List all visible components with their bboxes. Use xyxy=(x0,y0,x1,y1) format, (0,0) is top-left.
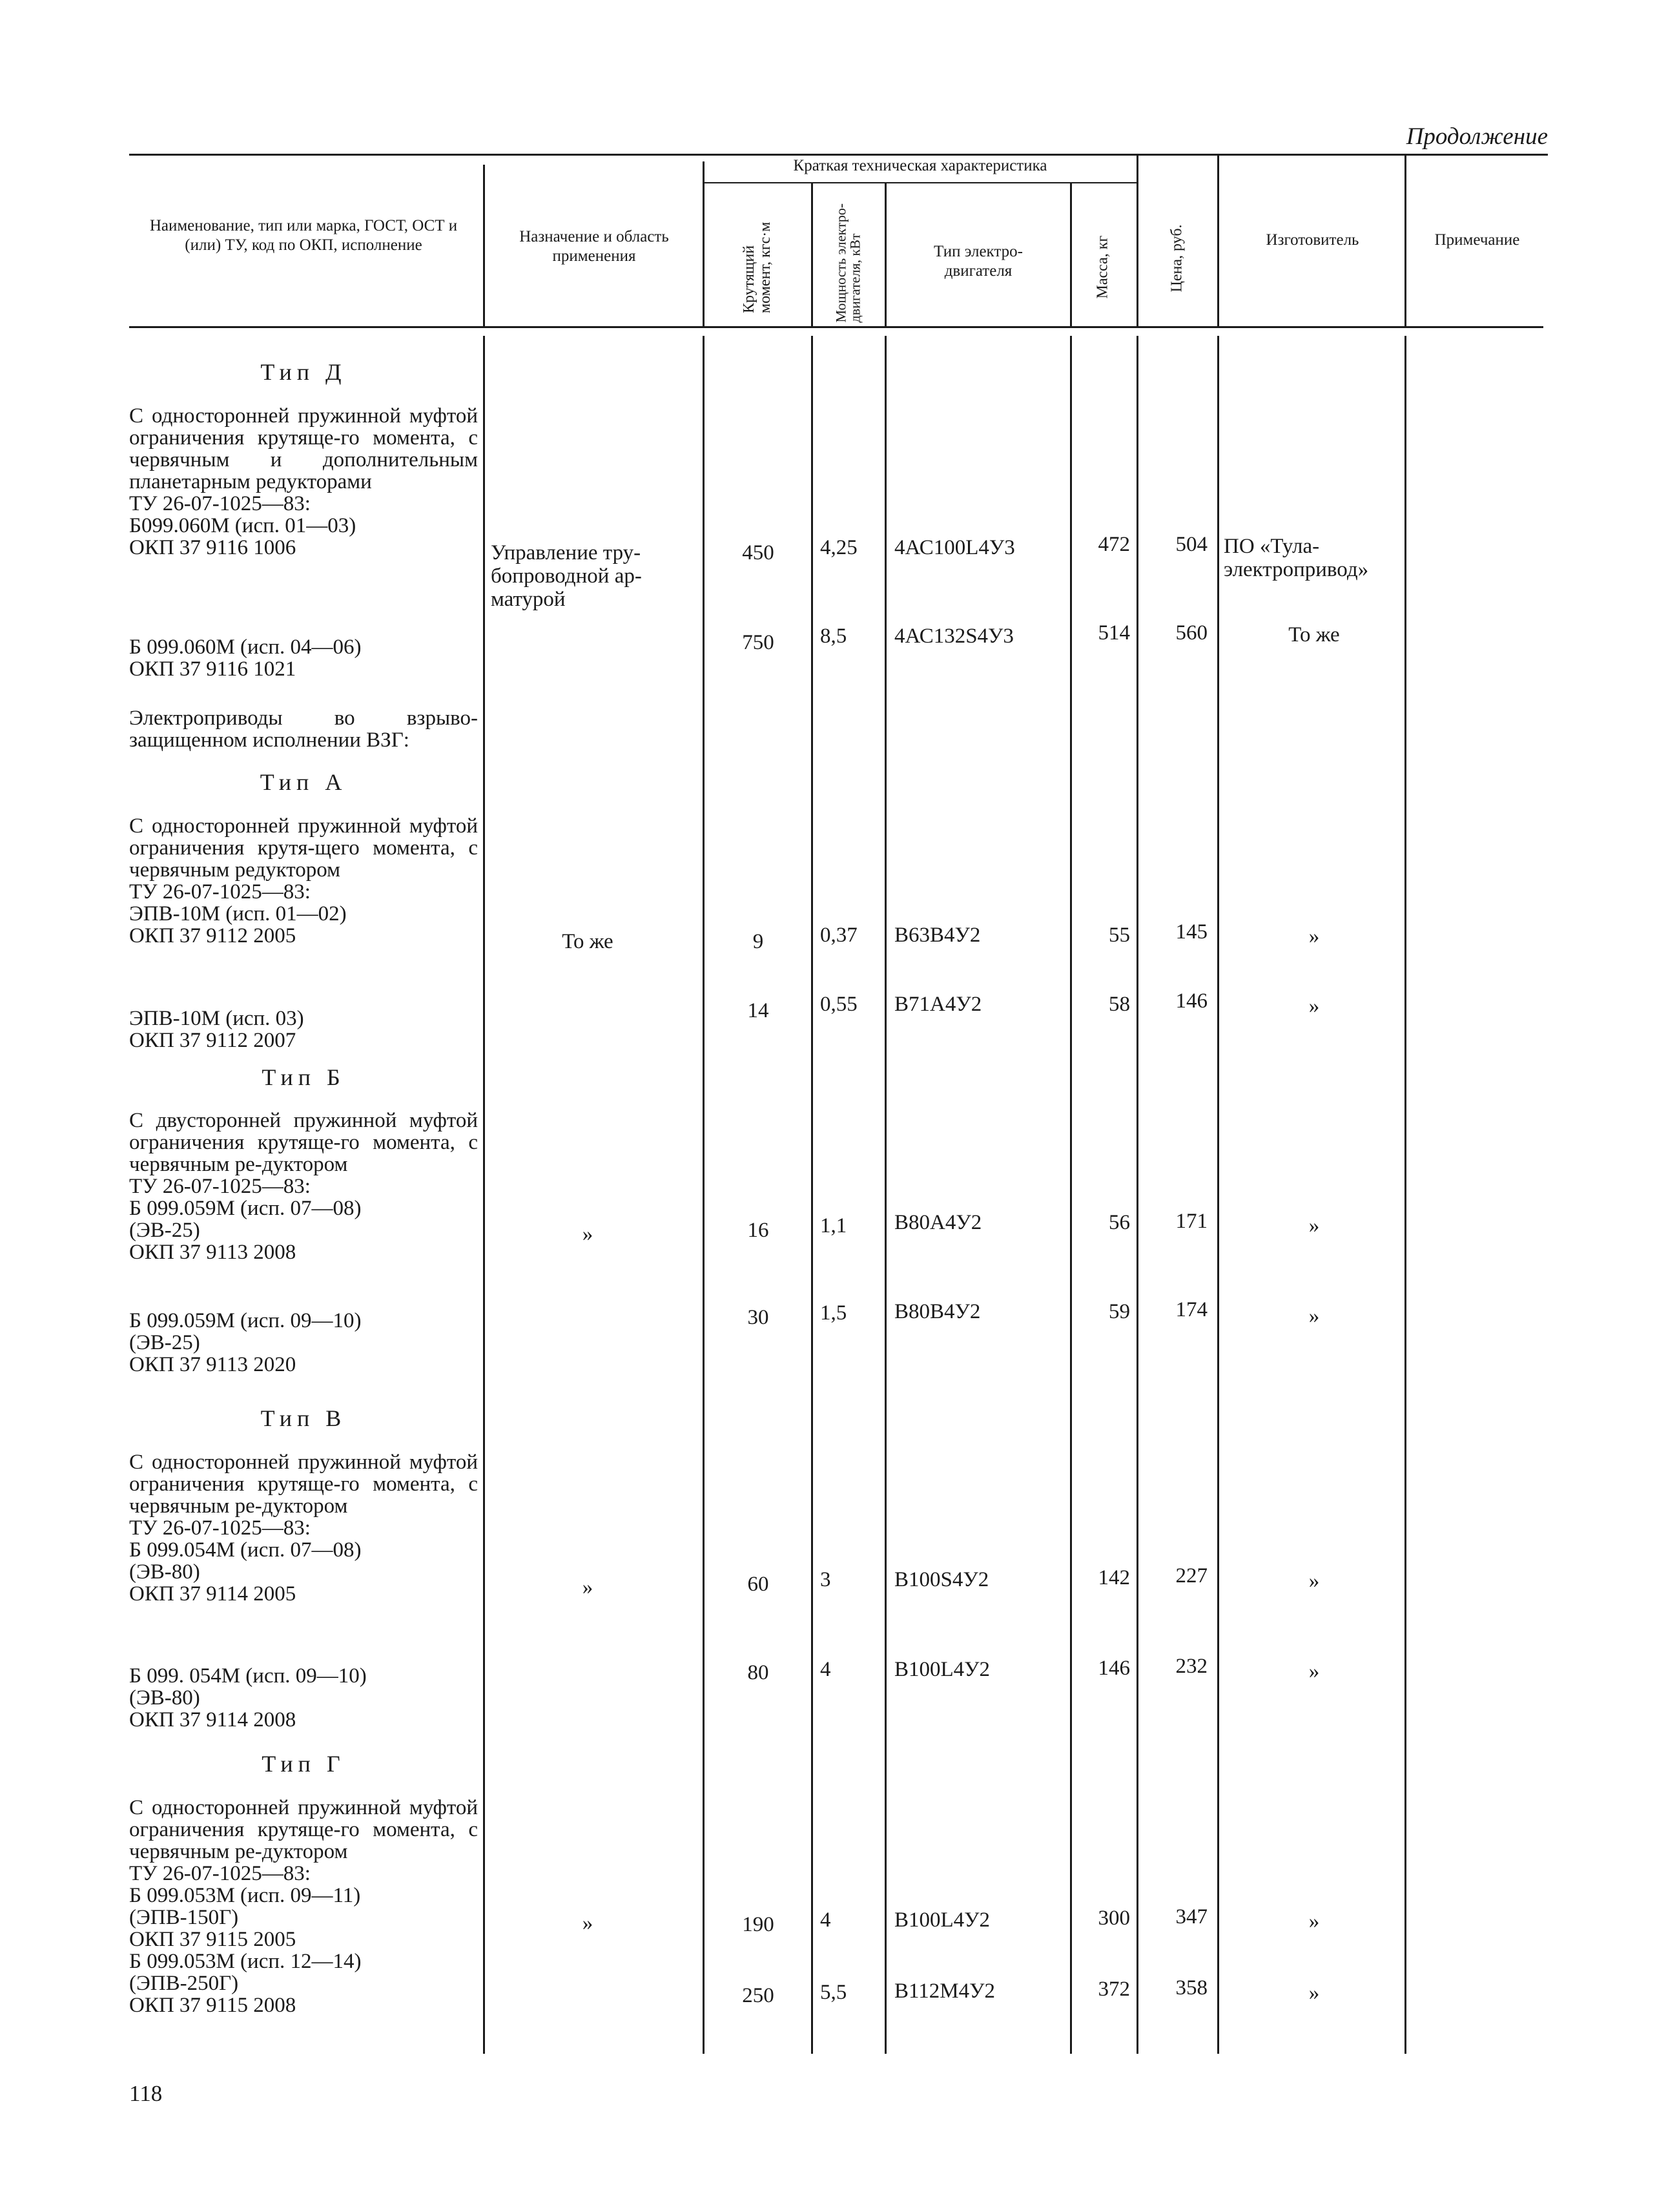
row-b1-power: 1,1 xyxy=(820,1214,847,1237)
row-a1-purpose: То же xyxy=(562,930,613,953)
body-col-line-1 xyxy=(483,336,485,2054)
col-line-3 xyxy=(811,182,813,326)
continuation-label: Продолжение xyxy=(1406,123,1548,150)
col-line-1 xyxy=(483,165,485,326)
block-v2-desc: Б 099. 054М (исп. 09—10) (ЭВ-80) ОКП 37 9114 2008 xyxy=(129,1664,367,1731)
col-line-4 xyxy=(885,182,887,326)
row-g2-power: 5,5 xyxy=(820,1981,847,2004)
row-b1-price: 171 xyxy=(1175,1210,1208,1233)
header-note: Примечание xyxy=(1434,231,1520,249)
row-d2-motor: 4АС132S4У3 xyxy=(894,625,1014,648)
row-g2-torque: 250 xyxy=(742,1984,774,2007)
row-g1-power: 4 xyxy=(820,1908,831,1932)
section-type-a: Тип А xyxy=(260,769,347,795)
block-d2-desc: Б 099.060М (исп. 04—06) ОКП 37 9116 1021 xyxy=(129,636,362,681)
row-v2-torque: 80 xyxy=(747,1661,769,1684)
row-v2-mass: 146 xyxy=(1098,1657,1130,1680)
col-line-2 xyxy=(703,161,705,326)
row-d1-price: 504 xyxy=(1175,533,1208,556)
row-d1-motor: 4АС100L4У3 xyxy=(894,536,1015,559)
row-g1-maker: » xyxy=(1308,1910,1320,1933)
row-a2-maker: » xyxy=(1308,995,1320,1018)
row-a1-maker: » xyxy=(1308,925,1320,948)
row-a2-motor: В71А4У2 xyxy=(894,993,982,1016)
row-v2-power: 4 xyxy=(820,1658,831,1681)
row-b1-torque: 16 xyxy=(747,1219,769,1242)
header-name: Наименование, тип или марка, ГОСТ, ОСТ и (или) ТУ, код по ОКП, исполнение xyxy=(149,217,458,254)
row-b1-maker: » xyxy=(1308,1214,1320,1237)
row-a1-mass: 55 xyxy=(1109,924,1130,947)
row-v1-price: 227 xyxy=(1175,1564,1208,1587)
row-v1-torque: 60 xyxy=(747,1573,769,1596)
body-col-line-3 xyxy=(811,336,813,2054)
row-v2-maker: » xyxy=(1308,1660,1320,1683)
header-price: Цена, руб. xyxy=(1168,224,1186,293)
row-v1-power: 3 xyxy=(820,1568,831,1591)
row-b2-torque: 30 xyxy=(747,1306,769,1329)
section-type-d: Тип Д xyxy=(260,359,347,385)
block-b-desc: С двусторонней пружинной муфтой ограничения крутяще-го момента, с червячным ре-дуктором ТУ 26-07-1025—83: Б 099.059М (исп. 07—08) (ЭВ-25) ОКП 37 9113 2008 xyxy=(129,1109,478,1264)
row-a1-power: 0,37 xyxy=(820,924,858,947)
row-g2-maker: » xyxy=(1308,1981,1320,2005)
col-line-8 xyxy=(1404,155,1406,326)
row-g1-torque: 190 xyxy=(742,1913,774,1936)
row-v1-motor: В100S4У2 xyxy=(894,1568,989,1591)
header-brief: Краткая техническая характеристика xyxy=(793,157,1047,174)
row-d1-torque: 450 xyxy=(742,541,774,564)
row-d2-mass: 514 xyxy=(1098,621,1130,645)
row-b2-power: 1,5 xyxy=(820,1301,847,1325)
row-g1-mass: 300 xyxy=(1098,1907,1130,1930)
block-b2-desc: Б 099.059М (исп. 09—10) (ЭВ-25) ОКП 37 9113 2020 xyxy=(129,1309,362,1376)
col-line-7 xyxy=(1217,155,1219,326)
row-d2-torque: 750 xyxy=(742,631,774,654)
row-d1-mass: 472 xyxy=(1098,533,1130,556)
row-v1-maker: » xyxy=(1308,1569,1320,1593)
body-col-line-7 xyxy=(1217,336,1219,2054)
col-line-5 xyxy=(1070,182,1072,326)
header-maker: Изготовитель xyxy=(1266,231,1359,249)
header-purpose: Назначение и область применения xyxy=(519,228,669,265)
block-v-desc: С односторонней пружинной муфтой ограничения крутяще-го момента, с червячным ре-дуктором ТУ 26-07-1025—83: Б 099.054М (исп. 07—08) (ЭВ-80) ОКП 37 9114 2005 xyxy=(129,1451,478,1606)
body-col-line-8 xyxy=(1404,336,1406,2054)
block-a2-desc: ЭПВ-10М (исп. 03) ОКП 37 9112 2007 xyxy=(129,1007,304,1052)
row-g1-price: 347 xyxy=(1175,1905,1208,1928)
row-a2-torque: 14 xyxy=(747,999,769,1022)
row-v2-motor: В100L4У2 xyxy=(894,1658,991,1681)
header-torque: Крутящий момент, кгс·м xyxy=(741,222,774,313)
row-b2-motor: В80В4У2 xyxy=(894,1300,981,1323)
row-d1-purpose: Управление тру-бопроводной ар-матурой xyxy=(491,541,642,611)
page-number: 118 xyxy=(129,2081,163,2106)
header-top-rule xyxy=(129,154,1548,156)
row-d1-power: 4,25 xyxy=(820,536,858,559)
row-g1-motor: В100L4У2 xyxy=(894,1908,991,1932)
row-a1-torque: 9 xyxy=(752,930,764,953)
row-a2-mass: 58 xyxy=(1109,993,1130,1016)
row-d2-maker: То же xyxy=(1288,623,1340,646)
body-col-line-5 xyxy=(1070,336,1072,2054)
row-v1-purpose: » xyxy=(582,1576,593,1599)
row-b1-purpose: » xyxy=(582,1223,593,1246)
block-d-desc: С односторонней пружинной муфтой ограничения крутяще-го момента, с червячным и дополнительным планетарным редукторами ТУ 26-07-1025—83: Б099.060М (исп. 01—03) ОКП 37 9116 1006 xyxy=(129,404,478,559)
row-g2-price: 358 xyxy=(1175,1976,1208,2000)
section-type-g: Тип Г xyxy=(262,1751,345,1777)
row-g2-motor: В112М4У2 xyxy=(894,1979,995,2003)
row-d2-power: 8,5 xyxy=(820,625,847,648)
row-b2-price: 174 xyxy=(1175,1298,1208,1321)
row-b1-mass: 56 xyxy=(1109,1211,1130,1234)
row-b2-mass: 59 xyxy=(1109,1300,1130,1323)
row-a1-price: 145 xyxy=(1175,920,1208,944)
row-g1-purpose: » xyxy=(582,1912,593,1935)
row-d1-maker: ПО «Тула- электропривод» xyxy=(1224,535,1369,581)
row-a1-motor: В63В4У2 xyxy=(894,924,981,947)
block-vzg-desc: Электроприводы во взрыво-защищенном исполнении ВЗГ: xyxy=(129,707,478,752)
row-v1-mass: 142 xyxy=(1098,1566,1130,1589)
row-a2-power: 0,55 xyxy=(820,993,858,1016)
body-col-line-4 xyxy=(885,336,887,2054)
block-a-desc: С односторонней пружинной муфтой ограничения крутя-щего момента, с червячным редуктором ТУ 26-07-1025—83: ЭПВ-10М (исп. 01—02) ОКП 37 9112 2005 xyxy=(129,814,478,947)
section-type-b: Тип Б xyxy=(262,1064,345,1090)
row-b1-motor: В80А4У2 xyxy=(894,1211,982,1234)
section-type-v: Тип В xyxy=(260,1405,347,1431)
row-g2-mass: 372 xyxy=(1098,1978,1130,2001)
header-motor-type: Тип электро- двигателя xyxy=(934,243,1023,280)
row-v2-price: 232 xyxy=(1175,1655,1208,1678)
col-line-6 xyxy=(1137,155,1138,326)
header-power: Мощность электро- двигателя, кВт xyxy=(832,203,863,323)
row-d2-price: 560 xyxy=(1175,621,1208,645)
header-bottom-rule xyxy=(129,326,1543,328)
header-mass: Масса, кг xyxy=(1094,235,1111,299)
block-g-desc: С односторонней пружинной муфтой ограничения крутяще-го момента, с червячным ре-дуктором ТУ 26-07-1025—83: Б 099.053М (исп. 09—11) (ЭПВ-150Г) ОКП 37 9115 2005 Б 099.053М (исп. 12—14) (ЭПВ-250Г) ОКП 37 9115 2008 xyxy=(129,1796,478,2017)
body-col-line-6 xyxy=(1137,336,1138,2054)
row-a2-price: 146 xyxy=(1175,989,1208,1013)
row-b2-maker: » xyxy=(1308,1305,1320,1328)
